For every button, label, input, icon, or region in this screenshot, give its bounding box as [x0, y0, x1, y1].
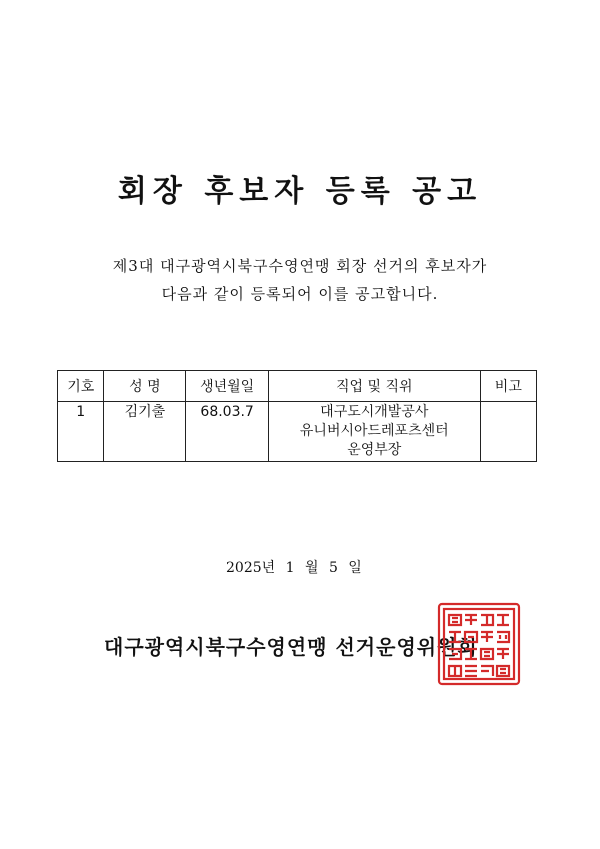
cell-job [268, 402, 480, 462]
table-header-row [58, 371, 537, 402]
header-job: 직업 및 직위 [268, 371, 480, 402]
cell-note [480, 402, 536, 462]
header-note: 비고 [480, 371, 536, 402]
date-month: 1 월 [285, 560, 319, 576]
table-row [58, 402, 537, 462]
cell-number: 1 [58, 402, 104, 462]
date-day: 5 일 [328, 560, 362, 576]
date-year: 2025년 [226, 560, 276, 576]
official-seal-icon [437, 602, 521, 686]
notice-title: 회장 후보자 등록 공고 [117, 174, 483, 209]
header-number: 기호 [58, 371, 104, 402]
job-line: 유니버시아드레포츠센터 [299, 423, 449, 439]
cell-birth: 68.03.7 [186, 402, 269, 462]
header-name: 성 명 [104, 371, 186, 402]
cell-name: 김기출 [104, 402, 186, 462]
candidate-table [57, 370, 537, 462]
job-line: 운영부장 [347, 442, 402, 458]
notice-date [226, 557, 362, 577]
issuer-name: 대구광역시북구수영연맹 선거운영위원회 [104, 635, 478, 659]
intro-line-1: 제3대 대구광역시북구수영연맹 회장 선거의 후보자가 [112, 257, 488, 275]
job-line: 대구도시개발공사 [320, 404, 429, 420]
header-birth: 생년월일 [186, 371, 269, 402]
intro-line-2: 다음과 같이 등록되어 이를 공고합니다. [161, 285, 439, 303]
